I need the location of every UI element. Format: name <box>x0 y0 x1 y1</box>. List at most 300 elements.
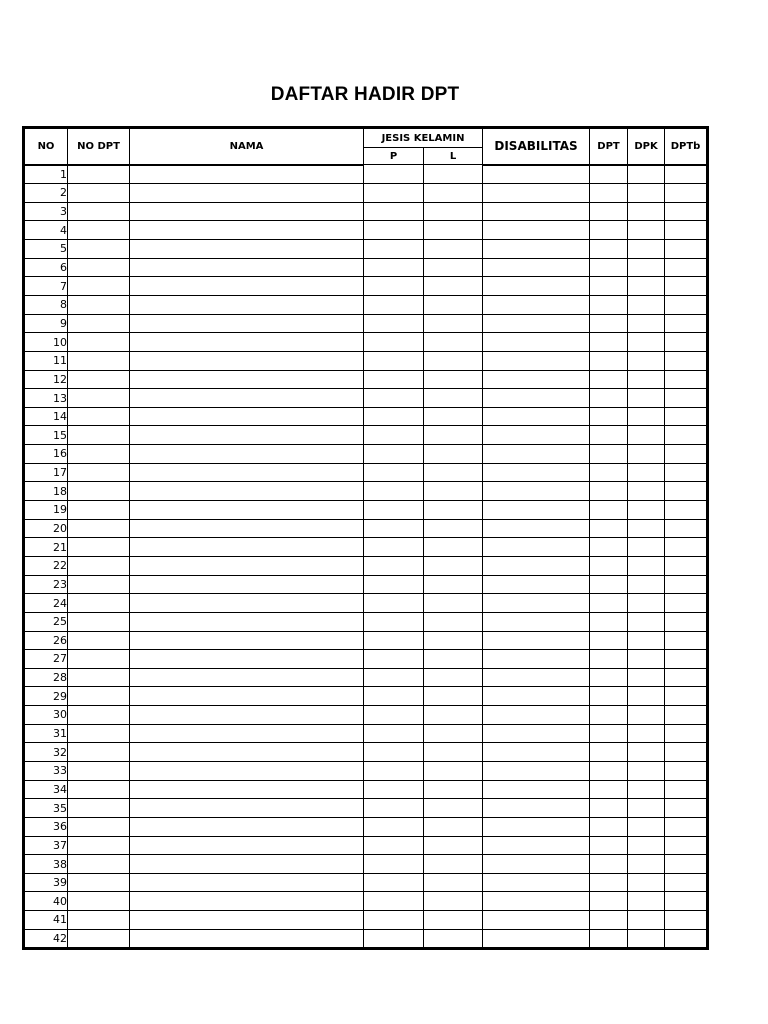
cell-p[interactable] <box>364 519 424 538</box>
cell-disabilitas[interactable] <box>483 687 590 706</box>
cell-dpt[interactable] <box>590 407 628 426</box>
cell-dptb[interactable] <box>665 351 708 370</box>
cell-dptb[interactable] <box>665 687 708 706</box>
cell-disabilitas[interactable] <box>483 762 590 781</box>
cell-dpk[interactable] <box>628 612 665 631</box>
cell-disabilitas[interactable] <box>483 463 590 482</box>
cell-p[interactable] <box>364 165 424 184</box>
cell-disabilitas[interactable] <box>483 295 590 314</box>
cell-l[interactable] <box>424 277 483 296</box>
cell-p[interactable] <box>364 295 424 314</box>
cell-dpt[interactable] <box>590 184 628 203</box>
cell-nama[interactable] <box>130 556 364 575</box>
cell-dpt[interactable] <box>590 165 628 184</box>
cell-dptb[interactable] <box>665 295 708 314</box>
cell-disabilitas[interactable] <box>483 258 590 277</box>
cell-dpt[interactable] <box>590 519 628 538</box>
cell-dpk[interactable] <box>628 351 665 370</box>
cell-dpk[interactable] <box>628 650 665 669</box>
cell-l[interactable] <box>424 668 483 687</box>
cell-p[interactable] <box>364 221 424 240</box>
cell-l[interactable] <box>424 370 483 389</box>
cell-no-dpt[interactable] <box>68 706 130 725</box>
cell-dptb[interactable] <box>665 612 708 631</box>
cell-dpk[interactable] <box>628 892 665 911</box>
cell-nama[interactable] <box>130 407 364 426</box>
cell-nama[interactable] <box>130 687 364 706</box>
cell-dpk[interactable] <box>628 295 665 314</box>
cell-dptb[interactable] <box>665 519 708 538</box>
cell-dptb[interactable] <box>665 575 708 594</box>
cell-dptb[interactable] <box>665 724 708 743</box>
cell-l[interactable] <box>424 929 483 949</box>
cell-p[interactable] <box>364 911 424 930</box>
cell-dpt[interactable] <box>590 836 628 855</box>
cell-dpt[interactable] <box>590 333 628 352</box>
cell-no-dpt[interactable] <box>68 258 130 277</box>
cell-nama[interactable] <box>130 389 364 408</box>
cell-l[interactable] <box>424 445 483 464</box>
cell-nama[interactable] <box>130 314 364 333</box>
cell-dpk[interactable] <box>628 631 665 650</box>
cell-l[interactable] <box>424 184 483 203</box>
cell-nama[interactable] <box>130 668 364 687</box>
cell-disabilitas[interactable] <box>483 799 590 818</box>
cell-dpk[interactable] <box>628 370 665 389</box>
cell-p[interactable] <box>364 743 424 762</box>
cell-dptb[interactable] <box>665 836 708 855</box>
cell-no-dpt[interactable] <box>68 780 130 799</box>
cell-nama[interactable] <box>130 873 364 892</box>
cell-no-dpt[interactable] <box>68 538 130 557</box>
cell-dpk[interactable] <box>628 202 665 221</box>
cell-dpt[interactable] <box>590 799 628 818</box>
cell-nama[interactable] <box>130 351 364 370</box>
cell-dpk[interactable] <box>628 668 665 687</box>
cell-p[interactable] <box>364 892 424 911</box>
cell-no-dpt[interactable] <box>68 650 130 669</box>
cell-l[interactable] <box>424 780 483 799</box>
cell-nama[interactable] <box>130 370 364 389</box>
cell-l[interactable] <box>424 873 483 892</box>
cell-no-dpt[interactable] <box>68 240 130 259</box>
cell-p[interactable] <box>364 463 424 482</box>
cell-no-dpt[interactable] <box>68 724 130 743</box>
cell-disabilitas[interactable] <box>483 519 590 538</box>
cell-dpk[interactable] <box>628 780 665 799</box>
cell-dptb[interactable] <box>665 314 708 333</box>
cell-dpk[interactable] <box>628 911 665 930</box>
cell-dptb[interactable] <box>665 389 708 408</box>
cell-p[interactable] <box>364 351 424 370</box>
cell-dptb[interactable] <box>665 538 708 557</box>
cell-dpk[interactable] <box>628 258 665 277</box>
cell-dpt[interactable] <box>590 762 628 781</box>
cell-disabilitas[interactable] <box>483 221 590 240</box>
cell-dptb[interactable] <box>665 873 708 892</box>
cell-no-dpt[interactable] <box>68 743 130 762</box>
cell-l[interactable] <box>424 762 483 781</box>
cell-p[interactable] <box>364 314 424 333</box>
cell-disabilitas[interactable] <box>483 594 590 613</box>
cell-dpt[interactable] <box>590 277 628 296</box>
cell-dptb[interactable] <box>665 165 708 184</box>
cell-l[interactable] <box>424 911 483 930</box>
cell-dptb[interactable] <box>665 426 708 445</box>
cell-disabilitas[interactable] <box>483 817 590 836</box>
cell-p[interactable] <box>364 724 424 743</box>
cell-nama[interactable] <box>130 482 364 501</box>
cell-p[interactable] <box>364 426 424 445</box>
cell-dpk[interactable] <box>628 873 665 892</box>
cell-dpt[interactable] <box>590 295 628 314</box>
cell-nama[interactable] <box>130 594 364 613</box>
cell-dptb[interactable] <box>665 892 708 911</box>
cell-dptb[interactable] <box>665 762 708 781</box>
cell-no-dpt[interactable] <box>68 501 130 520</box>
cell-dpk[interactable] <box>628 463 665 482</box>
cell-nama[interactable] <box>130 165 364 184</box>
cell-dpk[interactable] <box>628 836 665 855</box>
cell-l[interactable] <box>424 836 483 855</box>
cell-disabilitas[interactable] <box>483 873 590 892</box>
cell-no-dpt[interactable] <box>68 277 130 296</box>
cell-dptb[interactable] <box>665 407 708 426</box>
cell-l[interactable] <box>424 333 483 352</box>
cell-disabilitas[interactable] <box>483 389 590 408</box>
cell-l[interactable] <box>424 538 483 557</box>
cell-dpk[interactable] <box>628 426 665 445</box>
cell-p[interactable] <box>364 501 424 520</box>
cell-l[interactable] <box>424 575 483 594</box>
cell-dptb[interactable] <box>665 911 708 930</box>
cell-dpk[interactable] <box>628 575 665 594</box>
cell-dpt[interactable] <box>590 351 628 370</box>
cell-dptb[interactable] <box>665 333 708 352</box>
cell-disabilitas[interactable] <box>483 668 590 687</box>
cell-dptb[interactable] <box>665 277 708 296</box>
cell-l[interactable] <box>424 351 483 370</box>
cell-p[interactable] <box>364 687 424 706</box>
cell-no-dpt[interactable] <box>68 668 130 687</box>
cell-dpk[interactable] <box>628 445 665 464</box>
cell-no-dpt[interactable] <box>68 687 130 706</box>
cell-p[interactable] <box>364 780 424 799</box>
cell-disabilitas[interactable] <box>483 556 590 575</box>
cell-dpt[interactable] <box>590 482 628 501</box>
cell-dpt[interactable] <box>590 445 628 464</box>
cell-dptb[interactable] <box>665 817 708 836</box>
cell-dpt[interactable] <box>590 780 628 799</box>
cell-p[interactable] <box>364 668 424 687</box>
cell-p[interactable] <box>364 538 424 557</box>
cell-disabilitas[interactable] <box>483 407 590 426</box>
cell-nama[interactable] <box>130 836 364 855</box>
cell-p[interactable] <box>364 706 424 725</box>
cell-disabilitas[interactable] <box>483 426 590 445</box>
cell-nama[interactable] <box>130 631 364 650</box>
cell-disabilitas[interactable] <box>483 501 590 520</box>
cell-nama[interactable] <box>130 762 364 781</box>
cell-p[interactable] <box>364 240 424 259</box>
cell-nama[interactable] <box>130 706 364 725</box>
cell-p[interactable] <box>364 612 424 631</box>
cell-dpk[interactable] <box>628 929 665 949</box>
cell-dpt[interactable] <box>590 873 628 892</box>
cell-disabilitas[interactable] <box>483 612 590 631</box>
cell-p[interactable] <box>364 184 424 203</box>
cell-no-dpt[interactable] <box>68 575 130 594</box>
cell-dpk[interactable] <box>628 277 665 296</box>
cell-p[interactable] <box>364 556 424 575</box>
cell-dptb[interactable] <box>665 463 708 482</box>
cell-dpk[interactable] <box>628 482 665 501</box>
cell-l[interactable] <box>424 817 483 836</box>
cell-nama[interactable] <box>130 501 364 520</box>
cell-dptb[interactable] <box>665 668 708 687</box>
cell-nama[interactable] <box>130 184 364 203</box>
cell-dpt[interactable] <box>590 687 628 706</box>
cell-dptb[interactable] <box>665 631 708 650</box>
cell-p[interactable] <box>364 929 424 949</box>
cell-dptb[interactable] <box>665 482 708 501</box>
cell-disabilitas[interactable] <box>483 445 590 464</box>
cell-l[interactable] <box>424 743 483 762</box>
cell-dptb[interactable] <box>665 743 708 762</box>
cell-disabilitas[interactable] <box>483 724 590 743</box>
cell-disabilitas[interactable] <box>483 240 590 259</box>
cell-p[interactable] <box>364 258 424 277</box>
cell-dpk[interactable] <box>628 501 665 520</box>
cell-dpk[interactable] <box>628 594 665 613</box>
cell-nama[interactable] <box>130 240 364 259</box>
cell-dpt[interactable] <box>590 370 628 389</box>
cell-dpk[interactable] <box>628 519 665 538</box>
cell-p[interactable] <box>364 799 424 818</box>
cell-no-dpt[interactable] <box>68 911 130 930</box>
cell-l[interactable] <box>424 501 483 520</box>
cell-no-dpt[interactable] <box>68 556 130 575</box>
cell-p[interactable] <box>364 333 424 352</box>
cell-dpt[interactable] <box>590 743 628 762</box>
cell-nama[interactable] <box>130 295 364 314</box>
cell-p[interactable] <box>364 873 424 892</box>
cell-dpk[interactable] <box>628 221 665 240</box>
cell-nama[interactable] <box>130 612 364 631</box>
cell-p[interactable] <box>364 594 424 613</box>
cell-dpk[interactable] <box>628 743 665 762</box>
cell-disabilitas[interactable] <box>483 184 590 203</box>
cell-no-dpt[interactable] <box>68 426 130 445</box>
cell-dptb[interactable] <box>665 445 708 464</box>
cell-disabilitas[interactable] <box>483 780 590 799</box>
cell-dptb[interactable] <box>665 258 708 277</box>
cell-l[interactable] <box>424 165 483 184</box>
cell-disabilitas[interactable] <box>483 650 590 669</box>
cell-nama[interactable] <box>130 724 364 743</box>
cell-disabilitas[interactable] <box>483 202 590 221</box>
cell-dpt[interactable] <box>590 389 628 408</box>
cell-dptb[interactable] <box>665 929 708 949</box>
cell-disabilitas[interactable] <box>483 706 590 725</box>
cell-disabilitas[interactable] <box>483 929 590 949</box>
cell-disabilitas[interactable] <box>483 855 590 874</box>
cell-nama[interactable] <box>130 277 364 296</box>
cell-dptb[interactable] <box>665 370 708 389</box>
cell-nama[interactable] <box>130 799 364 818</box>
cell-nama[interactable] <box>130 855 364 874</box>
cell-dpt[interactable] <box>590 892 628 911</box>
cell-dpt[interactable] <box>590 668 628 687</box>
cell-dpk[interactable] <box>628 687 665 706</box>
cell-nama[interactable] <box>130 911 364 930</box>
cell-disabilitas[interactable] <box>483 351 590 370</box>
cell-dpt[interactable] <box>590 463 628 482</box>
cell-l[interactable] <box>424 407 483 426</box>
cell-disabilitas[interactable] <box>483 370 590 389</box>
cell-nama[interactable] <box>130 426 364 445</box>
cell-dpk[interactable] <box>628 165 665 184</box>
cell-l[interactable] <box>424 706 483 725</box>
cell-nama[interactable] <box>130 780 364 799</box>
cell-no-dpt[interactable] <box>68 836 130 855</box>
cell-dptb[interactable] <box>665 855 708 874</box>
cell-nama[interactable] <box>130 538 364 557</box>
cell-p[interactable] <box>364 855 424 874</box>
cell-dpk[interactable] <box>628 762 665 781</box>
cell-l[interactable] <box>424 426 483 445</box>
cell-nama[interactable] <box>130 650 364 669</box>
cell-l[interactable] <box>424 519 483 538</box>
cell-p[interactable] <box>364 762 424 781</box>
cell-l[interactable] <box>424 482 483 501</box>
cell-dpt[interactable] <box>590 612 628 631</box>
cell-nama[interactable] <box>130 221 364 240</box>
cell-disabilitas[interactable] <box>483 575 590 594</box>
cell-disabilitas[interactable] <box>483 836 590 855</box>
cell-dpt[interactable] <box>590 575 628 594</box>
cell-dpt[interactable] <box>590 501 628 520</box>
cell-dpt[interactable] <box>590 706 628 725</box>
cell-l[interactable] <box>424 855 483 874</box>
cell-disabilitas[interactable] <box>483 482 590 501</box>
cell-dpk[interactable] <box>628 407 665 426</box>
cell-dpk[interactable] <box>628 333 665 352</box>
cell-no-dpt[interactable] <box>68 892 130 911</box>
cell-no-dpt[interactable] <box>68 351 130 370</box>
cell-p[interactable] <box>364 407 424 426</box>
cell-no-dpt[interactable] <box>68 165 130 184</box>
cell-dpt[interactable] <box>590 594 628 613</box>
cell-dpk[interactable] <box>628 556 665 575</box>
cell-no-dpt[interactable] <box>68 519 130 538</box>
cell-l[interactable] <box>424 389 483 408</box>
cell-nama[interactable] <box>130 892 364 911</box>
cell-no-dpt[interactable] <box>68 221 130 240</box>
cell-dptb[interactable] <box>665 184 708 203</box>
cell-no-dpt[interactable] <box>68 202 130 221</box>
cell-l[interactable] <box>424 799 483 818</box>
cell-l[interactable] <box>424 594 483 613</box>
cell-no-dpt[interactable] <box>68 463 130 482</box>
cell-l[interactable] <box>424 258 483 277</box>
cell-p[interactable] <box>364 482 424 501</box>
cell-dptb[interactable] <box>665 780 708 799</box>
cell-no-dpt[interactable] <box>68 594 130 613</box>
cell-dptb[interactable] <box>665 706 708 725</box>
cell-p[interactable] <box>364 817 424 836</box>
cell-l[interactable] <box>424 687 483 706</box>
cell-nama[interactable] <box>130 575 364 594</box>
cell-dpt[interactable] <box>590 221 628 240</box>
cell-no-dpt[interactable] <box>68 407 130 426</box>
cell-no-dpt[interactable] <box>68 873 130 892</box>
cell-dpt[interactable] <box>590 724 628 743</box>
cell-dptb[interactable] <box>665 501 708 520</box>
cell-nama[interactable] <box>130 519 364 538</box>
cell-dpt[interactable] <box>590 202 628 221</box>
cell-dpt[interactable] <box>590 538 628 557</box>
cell-dptb[interactable] <box>665 556 708 575</box>
cell-no-dpt[interactable] <box>68 333 130 352</box>
cell-dpt[interactable] <box>590 817 628 836</box>
cell-l[interactable] <box>424 314 483 333</box>
cell-nama[interactable] <box>130 743 364 762</box>
cell-dptb[interactable] <box>665 650 708 669</box>
cell-p[interactable] <box>364 445 424 464</box>
cell-dpk[interactable] <box>628 855 665 874</box>
cell-l[interactable] <box>424 463 483 482</box>
cell-l[interactable] <box>424 724 483 743</box>
cell-disabilitas[interactable] <box>483 333 590 352</box>
cell-dpt[interactable] <box>590 855 628 874</box>
cell-dptb[interactable] <box>665 799 708 818</box>
cell-no-dpt[interactable] <box>68 817 130 836</box>
cell-l[interactable] <box>424 556 483 575</box>
cell-dpt[interactable] <box>590 631 628 650</box>
cell-l[interactable] <box>424 650 483 669</box>
cell-dpk[interactable] <box>628 184 665 203</box>
cell-nama[interactable] <box>130 202 364 221</box>
cell-disabilitas[interactable] <box>483 538 590 557</box>
cell-no-dpt[interactable] <box>68 929 130 949</box>
cell-disabilitas[interactable] <box>483 892 590 911</box>
cell-p[interactable] <box>364 575 424 594</box>
cell-no-dpt[interactable] <box>68 855 130 874</box>
cell-no-dpt[interactable] <box>68 370 130 389</box>
cell-no-dpt[interactable] <box>68 314 130 333</box>
cell-nama[interactable] <box>130 463 364 482</box>
cell-nama[interactable] <box>130 445 364 464</box>
cell-disabilitas[interactable] <box>483 277 590 296</box>
cell-p[interactable] <box>364 836 424 855</box>
cell-nama[interactable] <box>130 333 364 352</box>
cell-l[interactable] <box>424 295 483 314</box>
cell-dpt[interactable] <box>590 650 628 669</box>
cell-no-dpt[interactable] <box>68 295 130 314</box>
cell-l[interactable] <box>424 202 483 221</box>
cell-no-dpt[interactable] <box>68 482 130 501</box>
cell-dpt[interactable] <box>590 911 628 930</box>
cell-l[interactable] <box>424 221 483 240</box>
cell-no-dpt[interactable] <box>68 389 130 408</box>
cell-dpt[interactable] <box>590 240 628 259</box>
cell-dpt[interactable] <box>590 556 628 575</box>
cell-no-dpt[interactable] <box>68 762 130 781</box>
cell-p[interactable] <box>364 650 424 669</box>
cell-dpt[interactable] <box>590 426 628 445</box>
cell-dpk[interactable] <box>628 706 665 725</box>
